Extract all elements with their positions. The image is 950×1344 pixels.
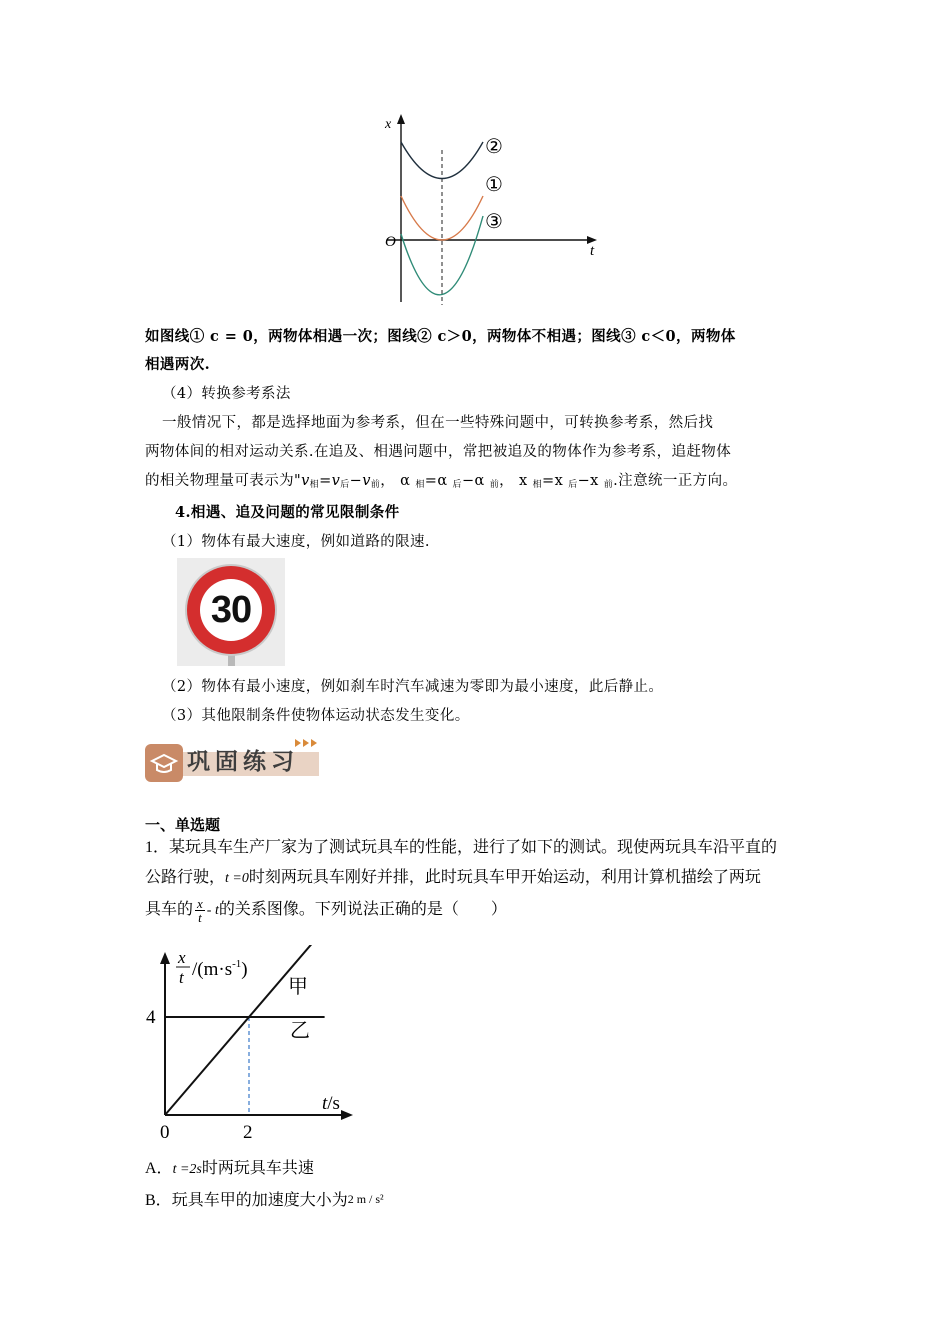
para2-line3-start: 的相关物理量可表示为"	[145, 473, 302, 489]
question-1-line2	[145, 864, 761, 887]
v-rel: v	[301, 473, 310, 489]
comma: ，	[380, 473, 396, 489]
y-tick-4: 4	[146, 1007, 156, 1028]
banner-icon-box	[145, 744, 183, 782]
x-axis-arrow	[397, 114, 405, 124]
y-axis-unit: $/(m\cdot s^{-1})$	[192, 958, 248, 980]
minus-t-math: - t	[206, 903, 219, 918]
fraction-denominator: t	[198, 909, 202, 925]
alpha-front: α	[474, 473, 485, 489]
item-2: （2）物体有最小速度，例如刹车时汽车减速为零即为最小速度，此后静止。	[162, 679, 664, 695]
option-b-label: B．	[145, 1192, 172, 1209]
curve-2-label: ②	[485, 136, 503, 158]
graduation-cap-icon	[145, 744, 183, 782]
xt-over-t-chart	[140, 945, 370, 1145]
x-over-t-fraction	[195, 897, 205, 924]
consolidation-banner	[145, 738, 325, 784]
section-4-subtitle: （4）转换参考系法	[162, 386, 291, 402]
option-a[interactable]	[145, 1155, 314, 1178]
alpha-rel: α	[400, 473, 411, 489]
section-single-choice: 一、单选题	[145, 818, 221, 834]
series-jia-label: 甲	[288, 976, 308, 998]
x-rel: x	[519, 473, 528, 489]
para1-line1: 如图线① c = 0，两物体相遇一次；图线② c＞0，两物体不相遇；图线③ c＜0，两物体	[145, 328, 736, 345]
origin-label: 0	[160, 1122, 170, 1143]
x-front: x	[590, 473, 599, 489]
para2-line2: 两物体间的相对运动关系.在追及、相遇问题中，常把被追及的物体作为参考系，追赶物体	[145, 444, 732, 460]
curve-1-label: ①	[485, 174, 503, 196]
t-zero-math: t =0	[225, 871, 249, 886]
sub-back: 后	[340, 480, 350, 490]
x-axis-label: x	[385, 117, 392, 132]
para2-line1: 一般情况下，都是选择地面为参考系，但在一些特殊问题中，可转换参考系，然后找	[162, 415, 714, 431]
para2-line3-end: .注意统一正方向。	[613, 473, 738, 489]
sub-front-3: 前	[603, 480, 614, 490]
t-axis-label: t	[590, 243, 595, 259]
v-front: v	[362, 473, 371, 489]
para1-line2: 相遇两次.	[145, 356, 211, 373]
x-axis-arrow	[341, 1110, 353, 1120]
comma-2: ，	[499, 473, 515, 489]
banner-title: 巩固练习	[187, 749, 299, 775]
sub-rel: 相	[309, 480, 320, 490]
sub-back-2: 后	[452, 480, 462, 490]
option-b-text: 玩具车甲的加速度大小为	[171, 1192, 348, 1209]
minus-sign-2: −	[461, 473, 475, 489]
sub-front: 前	[370, 480, 381, 490]
option-a-math: t =2s	[172, 1162, 202, 1177]
eq-sign-2: =	[424, 473, 438, 489]
heading-4: 4.相遇、追及问题的常见限制条件	[175, 504, 400, 521]
minus-sign-3: −	[577, 473, 591, 489]
item-1: （1）物体有最大速度，例如道路的限速.	[162, 534, 430, 550]
x-tick-2: 2	[243, 1122, 253, 1143]
option-a-text: 时两玩具车共速	[201, 1160, 314, 1177]
banner-arrows-icon	[293, 738, 321, 748]
eq-sign: =	[319, 473, 332, 489]
q1-line2-end: 时刻两玩具车刚好并排，此时玩具车甲开始运动，利用计算机描绘了两玩	[248, 869, 761, 886]
xt-parabola-figure	[375, 110, 605, 305]
minus-sign: −	[349, 473, 363, 489]
x-back: x	[554, 473, 564, 489]
curve-3-label: ③	[485, 211, 503, 233]
para2-line3	[145, 471, 810, 495]
q1-line3-end: 的关系图像。下列说法正确的是（ ）	[218, 901, 507, 918]
x-axis-label: t/s	[322, 1093, 340, 1114]
sub-rel-3: 相	[532, 480, 543, 490]
question-1-line1: 1．某玩具车生产厂家为了测试玩具车的性能，进行了如下的测试。现使两玩具车沿平直的	[145, 839, 778, 856]
q1-line2-start: 公路行驶，	[145, 869, 226, 886]
v-back: v	[331, 473, 341, 489]
sub-back-3: 后	[568, 480, 578, 490]
fraction-numerator: x	[197, 895, 203, 911]
option-b[interactable]	[145, 1187, 384, 1210]
series-yi-label: 乙	[290, 1020, 310, 1042]
q1-line3-start: 具车的	[145, 901, 194, 918]
question-1-line3	[145, 896, 507, 924]
sign-number: 30	[210, 589, 252, 631]
speed-limit-sign-image	[177, 558, 285, 666]
option-b-math: 2 m / s²	[347, 1192, 384, 1206]
y-label-frac-num: x	[178, 948, 186, 967]
sub-rel-2: 相	[415, 480, 425, 490]
option-a-label: A．	[145, 1160, 173, 1177]
eq-sign-3: =	[542, 473, 555, 489]
sub-front-2: 前	[489, 480, 500, 490]
y-axis-arrow	[160, 952, 170, 964]
y-label-frac-den: t	[179, 968, 184, 987]
alpha-back: α	[437, 473, 448, 489]
origin-label: O	[385, 234, 396, 250]
item-3: （3）其他限制条件使物体运动状态发生变化。	[162, 708, 470, 724]
